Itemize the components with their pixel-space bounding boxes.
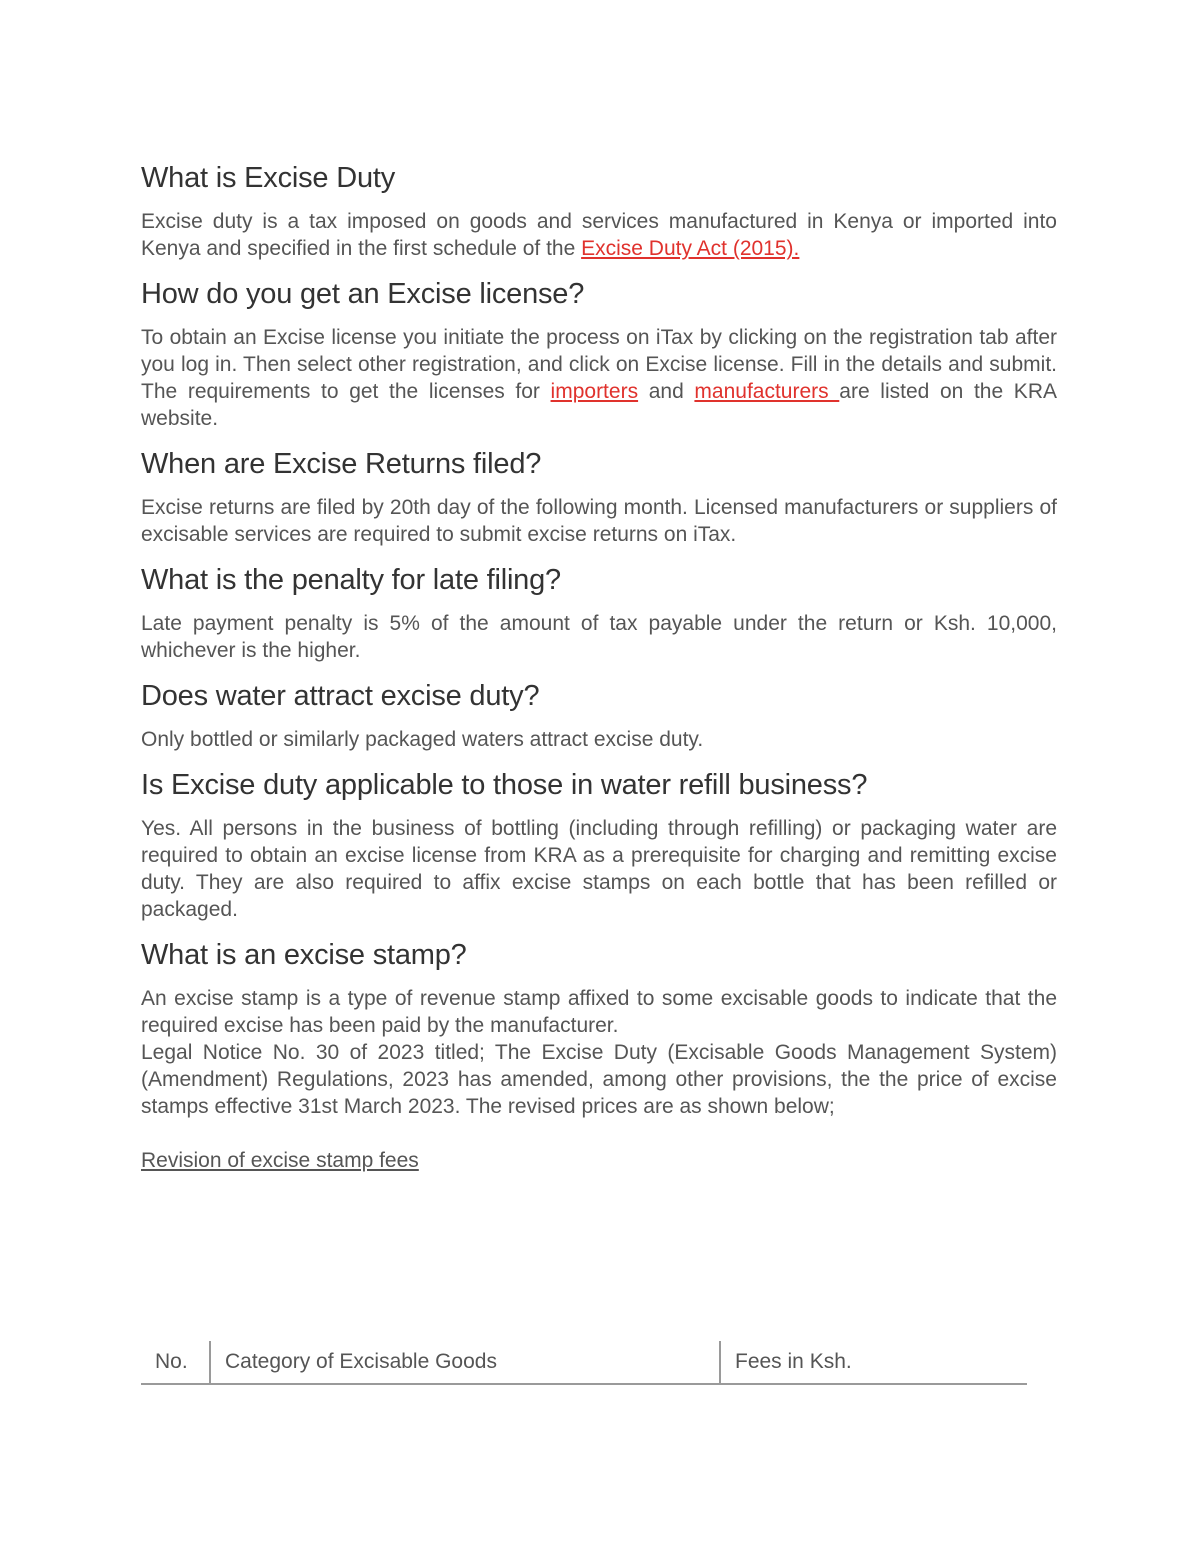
paragraph-text: are listed on the KRA website.: [141, 380, 1057, 430]
paragraph-legal-notice: Legal Notice No. 30 of 2023 titled; The Excise Duty (Excisable Goods Management System) (Amendment) Regulations, 2023 has amended, among other provisions, the the price of excise stamps effective 31st March 2023. The revised prices are as shown below;: [141, 1041, 1057, 1118]
heading-what-is-excise-duty: What is Excise Duty: [141, 162, 396, 194]
paragraph-text: Excise duty is a tax imposed on goods and services manufactured in Kenya or imported into Kenya and specified in the first schedule of the: [141, 210, 1057, 260]
heading-water-excise: Does water attract excise duty?: [141, 680, 540, 712]
paragraph-penalty: Late payment penalty is 5% of the amount of tax payable under the return or Ksh. 10,000, whichever is the higher.: [141, 612, 1057, 662]
link-importers[interactable]: importers: [550, 380, 639, 403]
heading-returns-filed: When are Excise Returns filed?: [141, 448, 542, 480]
heading-excise-license: How do you get an Excise license?: [141, 278, 585, 310]
link-manufacturers[interactable]: manufacturers: [694, 380, 840, 403]
paragraph-excise-stamp: An excise stamp is a type of revenue stamp affixed to some excisable goods to indicate that the required excise has been paid by the manufacturer.: [141, 987, 1057, 1037]
document-page: [141, 160, 1057, 1174]
excise-stamp-fees-table: [141, 1341, 1027, 1385]
heading-excise-stamp: What is an excise stamp?: [141, 939, 467, 971]
column-header-fees: Fees in Ksh.: [720, 1341, 1027, 1384]
paragraph-text: To obtain an Excise license you initiate the process on iTax by clicking on the registration tab after you log in. Then select other registration, and click on Excise license. Fill in the details and submit. The requirements to get the licenses for: [141, 326, 1057, 403]
paragraph-excise-definition: [141, 208, 1057, 262]
column-header-category: Category of Excisable Goods: [210, 1341, 720, 1384]
heading-penalty: What is the penalty for late filing?: [141, 564, 561, 596]
paragraph-text: and: [638, 380, 695, 403]
paragraph-excise-license: [141, 324, 1057, 432]
link-excise-duty-act[interactable]: Excise Duty Act (2015).: [581, 237, 800, 260]
paragraph-water-excise: Only bottled or similarly packaged waters attract excise duty.: [141, 728, 704, 751]
paragraph-water-refill: Yes. All persons in the business of bottling (including through refilling) or packaging water are required to obtain an excise license from KRA as a prerequisite for charging and remitting excise duty. They are also required to affix excise stamps on each bottle that has been refilled or packaged.: [141, 817, 1057, 921]
paragraph-returns-filed: Excise returns are filed by 20th day of the following month. Licensed manufacturers or suppliers of excisable services are required to submit excise returns on iTax.: [141, 496, 1057, 546]
table-caption: Revision of excise stamp fees: [141, 1149, 419, 1172]
heading-water-refill: Is Excise duty applicable to those in water refill business?: [141, 769, 868, 801]
table-header-row: [141, 1341, 1027, 1384]
column-header-no: No.: [141, 1341, 210, 1384]
